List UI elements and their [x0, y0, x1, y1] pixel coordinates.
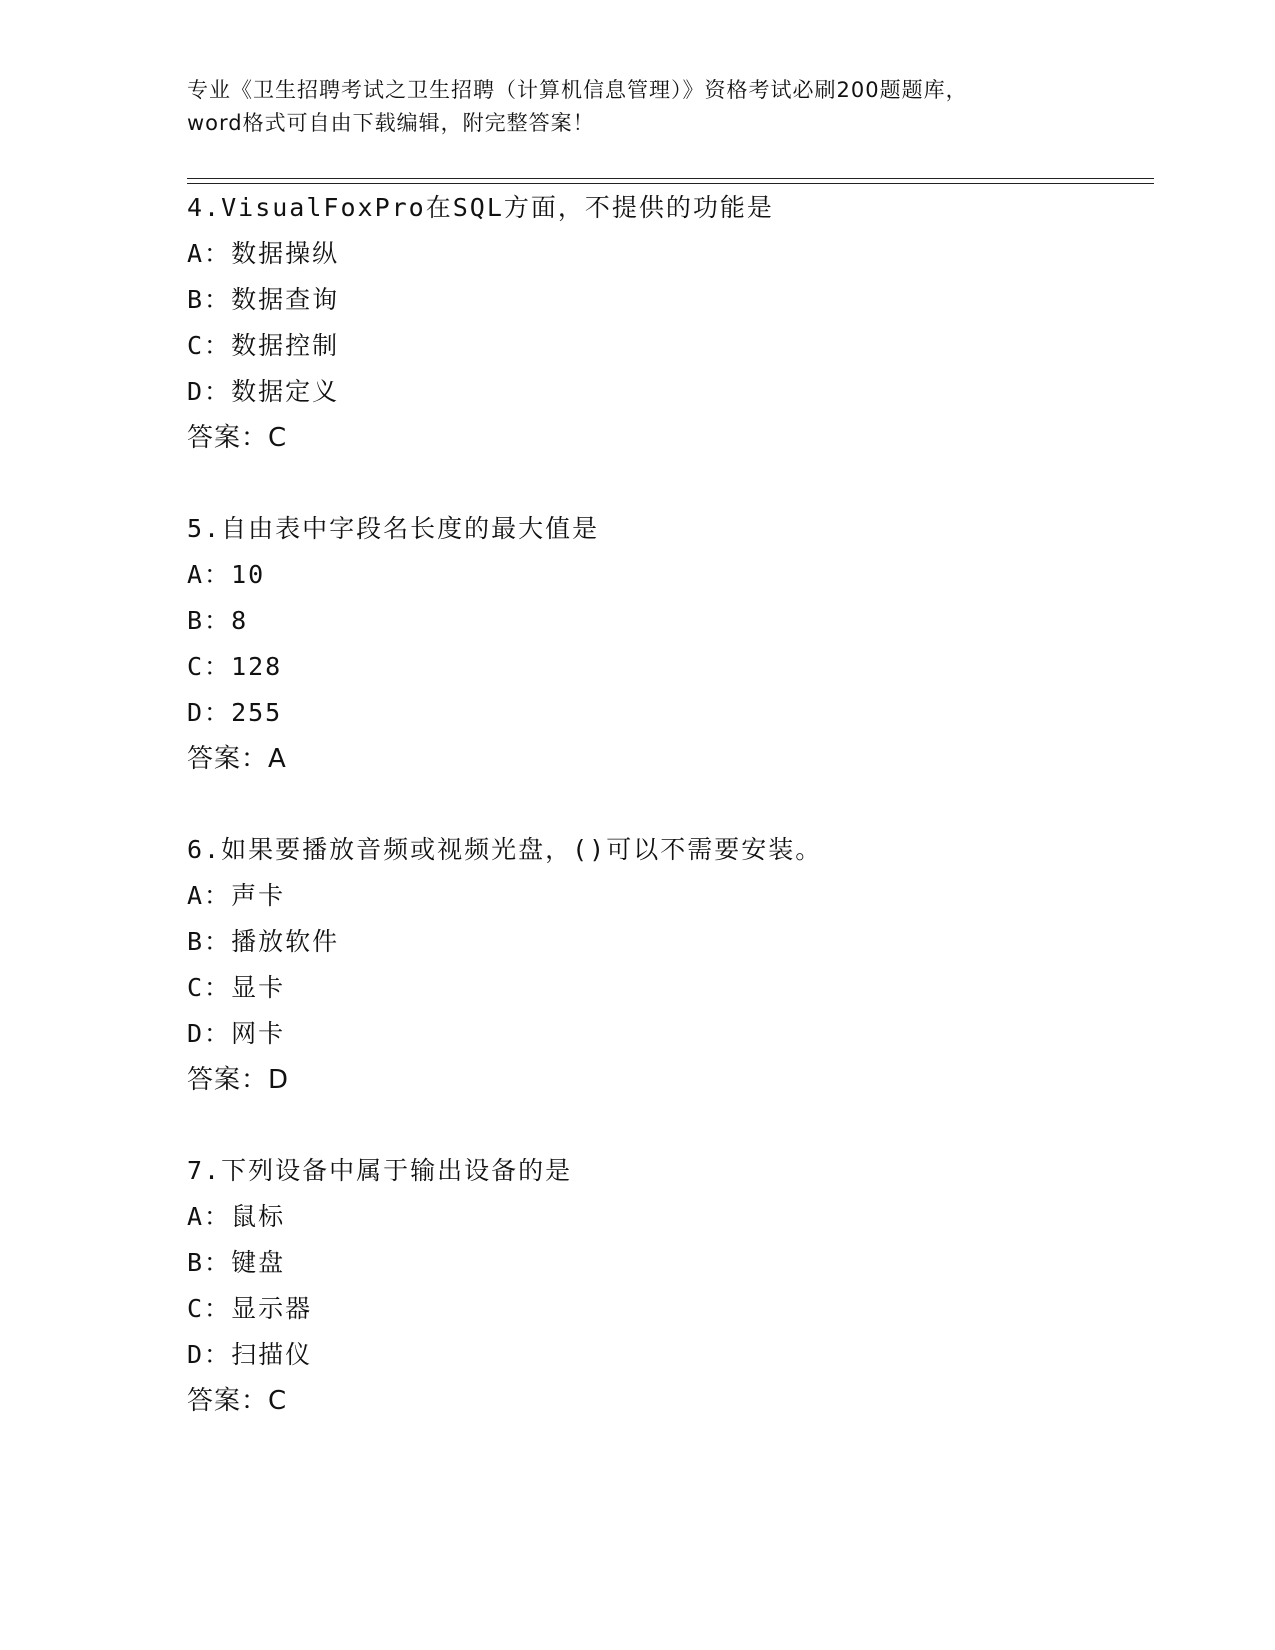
option-text: 数据查询 — [231, 285, 340, 314]
option-b — [187, 598, 1147, 644]
option-text: 键盘 — [231, 1248, 286, 1277]
option-text: 播放软件 — [231, 927, 340, 956]
question-5 — [187, 506, 1147, 782]
question-title: 5.自由表中字段名长度的最大值是 — [187, 514, 600, 543]
option-d — [187, 690, 1147, 736]
option-a — [187, 873, 1147, 919]
option-letter: D： — [187, 377, 232, 406]
option-letter: A： — [187, 1202, 232, 1231]
option-text: 255 — [231, 698, 283, 727]
option-c — [187, 644, 1147, 690]
document-header — [187, 74, 1087, 140]
option-letter: A： — [187, 239, 232, 268]
option-letter: C： — [187, 652, 232, 681]
option-letter: C： — [187, 973, 232, 1002]
question-title: 4.VisualFoxPro在SQL方面，不提供的功能是 — [187, 193, 774, 222]
answer-line: 答案：C — [187, 1386, 288, 1416]
option-text: 8 — [231, 606, 249, 635]
answer-line: 答案：C — [187, 423, 288, 453]
header-divider-bottom — [187, 183, 1154, 184]
option-letter: A： — [187, 881, 232, 910]
option-text: 10 — [231, 560, 266, 589]
header-line-2: word格式可自由下载编辑，附完整答案！ — [187, 111, 595, 135]
question-title: 6.如果要播放音频或视频光盘，()可以不需要安装。 — [187, 835, 823, 864]
answer-line: 答案：D — [187, 1065, 290, 1095]
option-a — [187, 1194, 1147, 1240]
option-letter: B： — [187, 285, 232, 314]
option-c — [187, 1286, 1147, 1332]
option-b — [187, 919, 1147, 965]
option-letter: B： — [187, 927, 232, 956]
option-letter: D： — [187, 1340, 232, 1369]
option-letter: D： — [187, 1019, 232, 1048]
question-7 — [187, 1148, 1147, 1424]
header-divider-top — [187, 178, 1154, 179]
option-text: 数据控制 — [231, 331, 340, 360]
option-letter: B： — [187, 606, 232, 635]
option-d — [187, 1332, 1147, 1378]
option-text: 数据操纵 — [231, 239, 340, 268]
option-letter: A： — [187, 560, 232, 589]
option-text: 128 — [231, 652, 283, 681]
option-d — [187, 369, 1147, 415]
option-text: 显卡 — [231, 973, 286, 1002]
option-letter: B： — [187, 1248, 232, 1277]
question-6 — [187, 827, 1147, 1103]
option-text: 扫描仪 — [231, 1340, 313, 1369]
question-4 — [187, 185, 1147, 461]
option-b — [187, 277, 1147, 323]
option-text: 显示器 — [231, 1294, 313, 1323]
option-letter: D： — [187, 698, 232, 727]
option-b — [187, 1240, 1147, 1286]
option-text: 声卡 — [231, 881, 286, 910]
question-title: 7.下列设备中属于输出设备的是 — [187, 1156, 573, 1185]
option-letter: C： — [187, 1294, 232, 1323]
option-text: 网卡 — [231, 1019, 286, 1048]
option-c — [187, 965, 1147, 1011]
header-line-1: 专业《卫生招聘考试之卫生招聘（计算机信息管理）》资格考试必刷200题题库， — [187, 78, 968, 102]
option-a — [187, 231, 1147, 277]
option-text: 鼠标 — [231, 1202, 286, 1231]
option-d — [187, 1011, 1147, 1057]
answer-line: 答案：A — [187, 744, 287, 774]
option-letter: C： — [187, 331, 232, 360]
option-text: 数据定义 — [231, 377, 340, 406]
option-a — [187, 552, 1147, 598]
option-c — [187, 323, 1147, 369]
